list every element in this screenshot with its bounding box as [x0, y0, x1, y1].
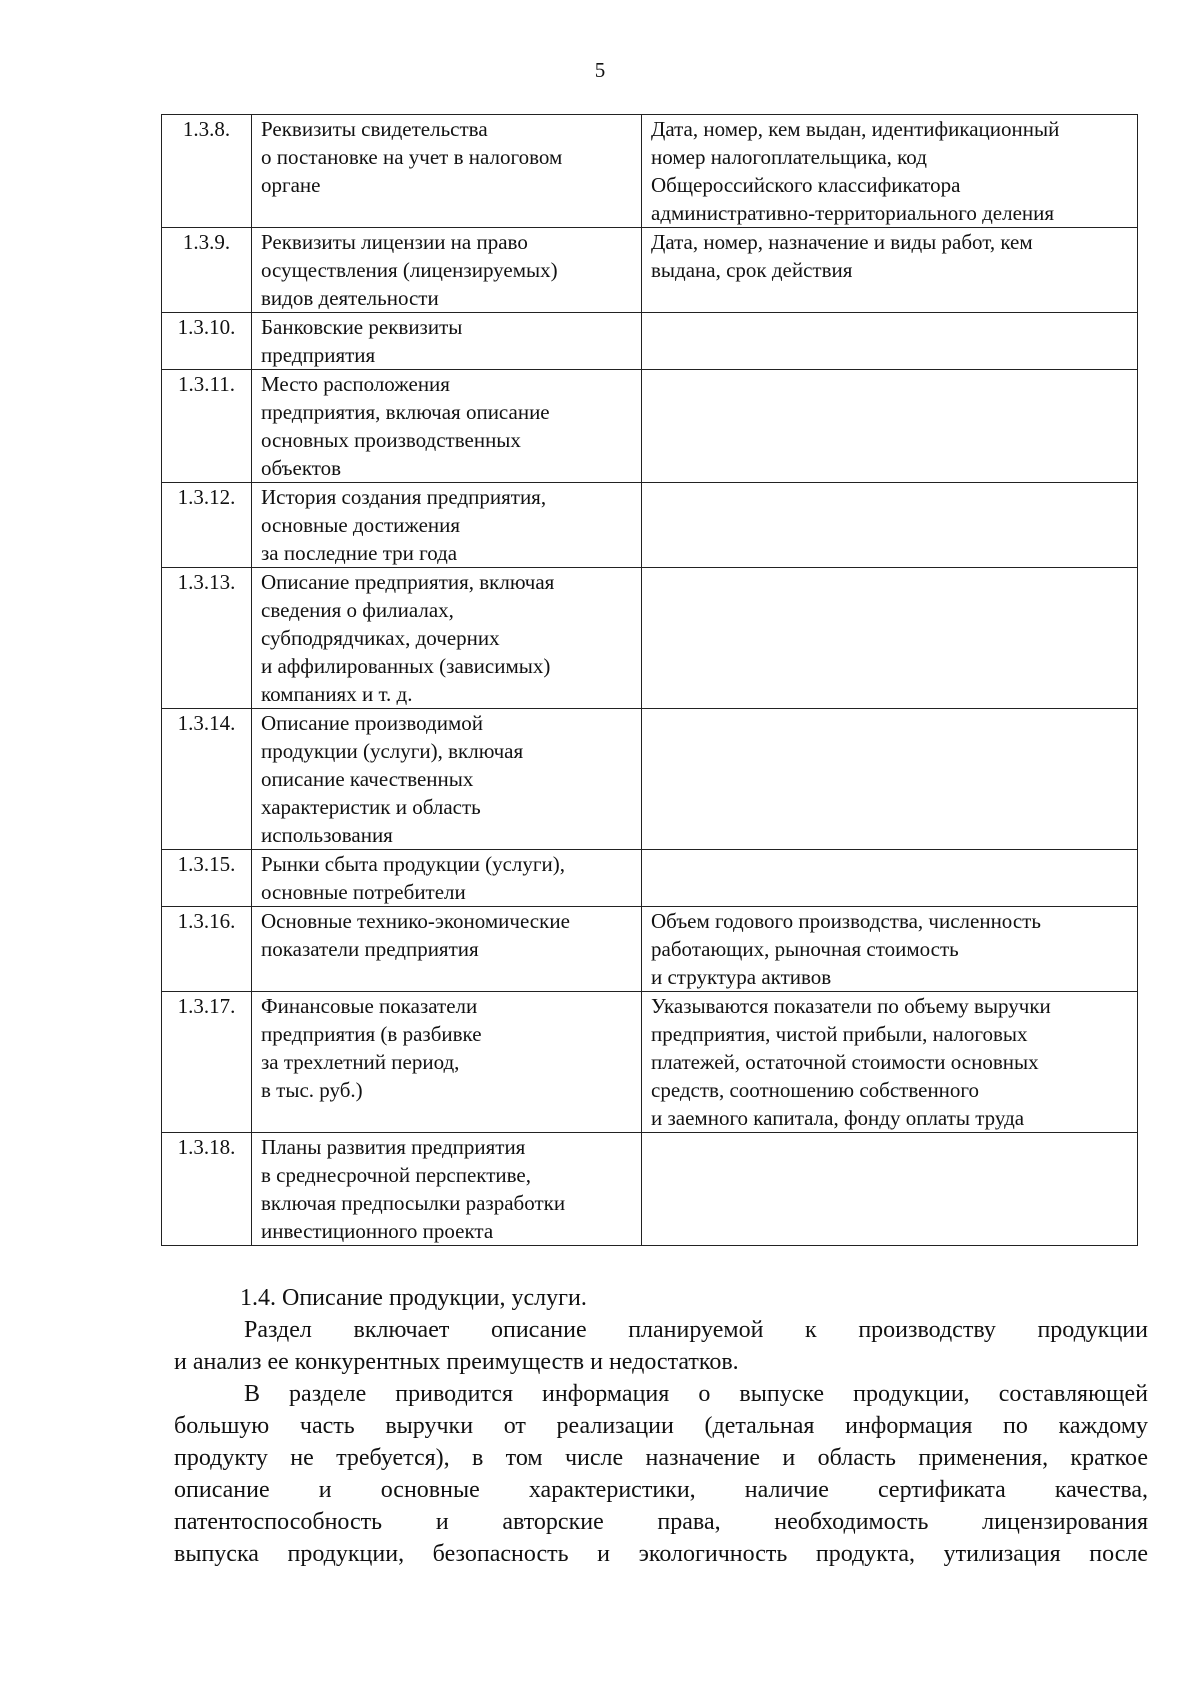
row-item-description: [642, 313, 1138, 370]
item-name-line: предприятия (в разбивке: [261, 1022, 482, 1046]
requirements-table: [161, 114, 1138, 1246]
row-item-name: [252, 370, 642, 483]
page-number: 5: [594, 58, 606, 82]
item-name-line: Место расположения: [261, 372, 450, 396]
table-row: [162, 483, 1138, 568]
row-number: 1.3.16.: [162, 907, 252, 992]
row-item-name: [252, 483, 642, 568]
table-row: [162, 992, 1138, 1133]
row-item-description: [642, 992, 1138, 1133]
row-number: 1.3.9.: [162, 228, 252, 313]
item-name-line: основных производственных: [261, 428, 521, 452]
row-number: 1.3.11.: [162, 370, 252, 483]
section-1-4: [174, 1282, 1148, 1570]
item-name-line: органе: [261, 173, 321, 197]
table-row: [162, 850, 1138, 907]
item-description-line: Дата, номер, назначение и виды работ, кем: [651, 230, 1033, 254]
row-item-description: [642, 370, 1138, 483]
paragraph: [174, 1378, 1148, 1570]
paragraph-line: патентоспособность и авторские права, необходимость лицензирования: [174, 1509, 1148, 1535]
row-item-description: [642, 228, 1138, 313]
item-name-line: описание качественных: [261, 767, 474, 791]
item-name-line: предприятия: [261, 343, 376, 367]
row-item-name: [252, 115, 642, 228]
row-item-name: [252, 228, 642, 313]
item-description-line: предприятия, чистой прибыли, налоговых: [651, 1022, 1028, 1046]
item-description-line: выдана, срок действия: [651, 258, 853, 282]
paragraph: [174, 1314, 1148, 1378]
table-row: [162, 115, 1138, 228]
row-item-description: [642, 1133, 1138, 1246]
row-item-description: [642, 709, 1138, 850]
item-name-line: за последние три года: [261, 541, 458, 565]
item-name-line: использования: [261, 823, 393, 847]
item-description-line: Дата, номер, кем выдан, идентификационный: [651, 117, 1060, 141]
row-item-name: [252, 1133, 642, 1246]
item-name-line: предприятия, включая описание: [261, 400, 550, 424]
item-name-line: в тыс. руб.): [261, 1078, 363, 1102]
table-row: [162, 313, 1138, 370]
item-description-line: и структура активов: [651, 965, 832, 989]
item-name-line: Рынки сбыта продукции (услуги),: [261, 852, 565, 876]
item-name-line: Финансовые показатели: [261, 994, 478, 1018]
row-number: 1.3.14.: [162, 709, 252, 850]
item-name-line: и аффилированных (зависимых): [261, 654, 551, 678]
item-name-line: показатели предприятия: [261, 937, 479, 961]
paragraph-line: продукту не требуется), в том числе назначение и область применения, краткое: [174, 1445, 1148, 1471]
item-name-line: продукции (услуги), включая: [261, 739, 524, 763]
table-row: [162, 568, 1138, 709]
item-name-line: сведения о филиалах,: [261, 598, 454, 622]
item-name-line: объектов: [261, 456, 342, 480]
row-number: 1.3.10.: [162, 313, 252, 370]
row-number: 1.3.15.: [162, 850, 252, 907]
row-number: 1.3.13.: [162, 568, 252, 709]
paragraph-line: описание и основные характеристики, наличие сертификата качества,: [174, 1477, 1148, 1503]
section-title: 1.4. Описание продукции, услуги.: [240, 1285, 587, 1311]
item-description-line: и заемного капитала, фонду оплаты труда: [651, 1106, 1025, 1130]
item-name-line: включая предпосылки разработки: [261, 1191, 566, 1215]
item-name-line: о постановке на учет в налоговом: [261, 145, 563, 169]
item-name-line: характеристик и область: [261, 795, 481, 819]
item-description-line: работающих, рыночная стоимость: [651, 937, 959, 961]
item-description-line: Указываются показатели по объему выручки: [651, 994, 1051, 1018]
item-description-line: средств, соотношению собственного: [651, 1078, 980, 1102]
paragraph-line: выпуска продукции, безопасность и экологичность продукта, утилизация после: [174, 1541, 1148, 1567]
row-number: 1.3.17.: [162, 992, 252, 1133]
item-name-line: компаниях и т. д.: [261, 682, 413, 706]
paragraph-line: большую часть выручки от реализации (детальная информация по каждому: [174, 1413, 1148, 1439]
row-item-name: [252, 992, 642, 1133]
row-number: 1.3.12.: [162, 483, 252, 568]
item-name-line: субподрядчиках, дочерних: [261, 626, 500, 650]
item-name-line: Банковские реквизиты: [261, 315, 463, 339]
item-description-line: Общероссийского классификатора: [651, 173, 961, 197]
table-row: [162, 1133, 1138, 1246]
item-name-line: История создания предприятия,: [261, 485, 547, 509]
row-number: 1.3.8.: [162, 115, 252, 228]
item-name-line: в среднесрочной перспективе,: [261, 1163, 532, 1187]
item-name-line: за трехлетний период,: [261, 1050, 460, 1074]
row-item-name: [252, 850, 642, 907]
item-name-line: Реквизиты лицензии на право: [261, 230, 528, 254]
item-name-line: основные потребители: [261, 880, 466, 904]
item-description-line: номер налогоплательщика, код: [651, 145, 927, 169]
table-row: [162, 709, 1138, 850]
table-row: [162, 907, 1138, 992]
row-item-name: [252, 907, 642, 992]
item-name-line: Реквизиты свидетельства: [261, 117, 488, 141]
item-description-line: административно-территориального деления: [651, 201, 1055, 225]
item-name-line: видов деятельности: [261, 286, 439, 310]
row-item-name: [252, 313, 642, 370]
table-body: [162, 115, 1138, 1246]
item-name-line: Основные технико-экономические: [261, 909, 570, 933]
item-description-line: платежей, остаточной стоимости основных: [651, 1050, 1039, 1074]
section-paragraphs: [174, 1314, 1148, 1570]
row-item-description: [642, 568, 1138, 709]
table-row: [162, 370, 1138, 483]
item-name-line: Описание производимой: [261, 711, 483, 735]
row-item-description: [642, 483, 1138, 568]
row-item-name: [252, 568, 642, 709]
item-name-line: осуществления (лицензируемых): [261, 258, 558, 282]
row-item-description: [642, 907, 1138, 992]
row-item-name: [252, 709, 642, 850]
row-number: 1.3.18.: [162, 1133, 252, 1246]
item-name-line: Описание предприятия, включая: [261, 570, 555, 594]
paragraph-line: и анализ ее конкурентных преимуществ и недостатков.: [174, 1349, 739, 1375]
item-name-line: Планы развития предприятия: [261, 1135, 526, 1159]
item-description-line: Объем годового производства, численность: [651, 909, 1041, 933]
item-name-line: инвестиционного проекта: [261, 1219, 494, 1243]
paragraph-line: Раздел включает описание планируемой к производству продукции: [244, 1317, 1148, 1343]
item-name-line: основные достижения: [261, 513, 461, 537]
table-row: [162, 228, 1138, 313]
row-item-description: [642, 850, 1138, 907]
row-item-description: [642, 115, 1138, 228]
paragraph-line: В разделе приводится информация о выпуске продукции, составляющей: [244, 1381, 1148, 1407]
